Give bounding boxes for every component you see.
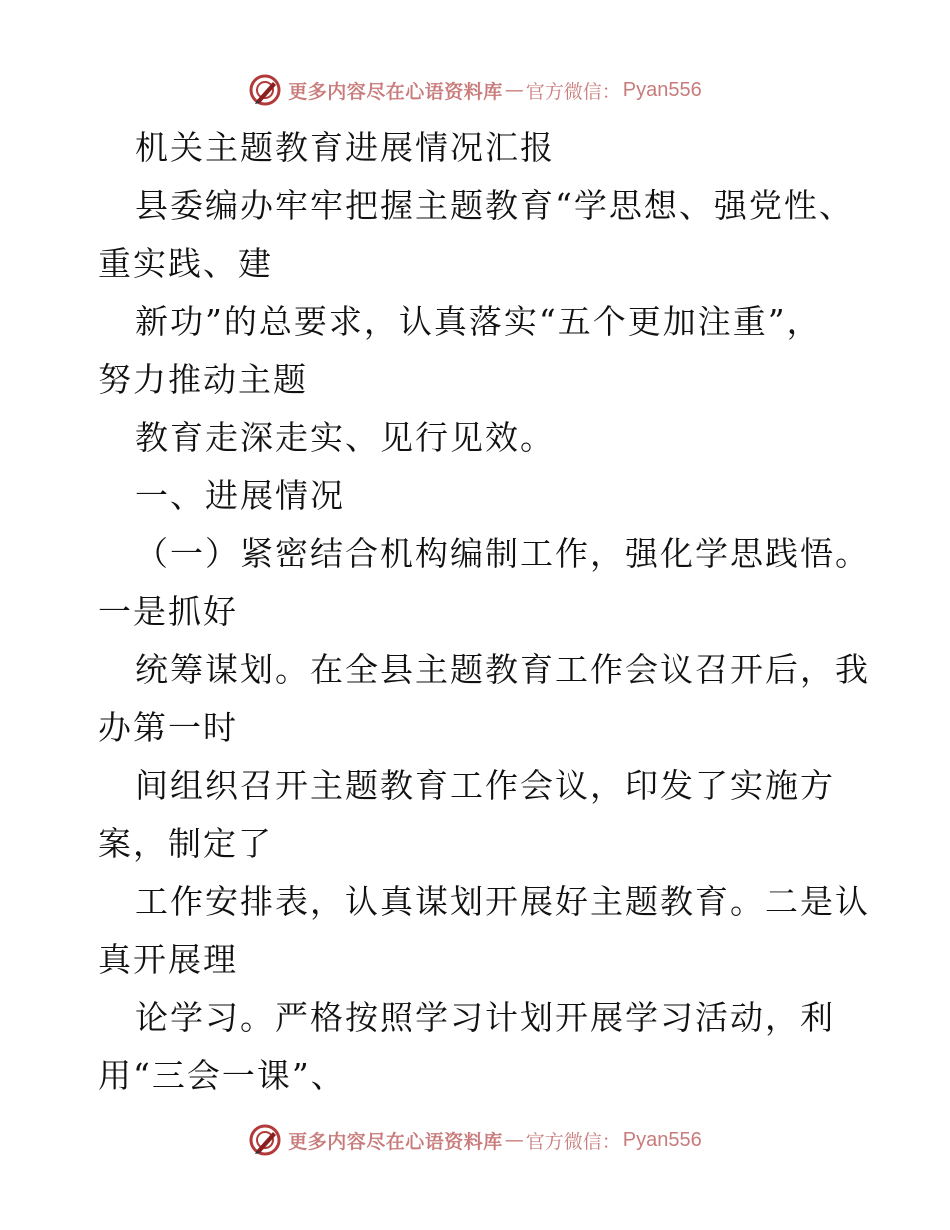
paragraph-line: 用“三会一课”、: [98, 1056, 346, 1095]
paragraph-line: 新功”的总要求，认真落实“五个更加注重”，: [135, 302, 822, 341]
paragraph-line: 案，制定了: [98, 824, 273, 863]
watermark-text: 更多内容尽在心语资料库: [288, 1130, 503, 1153]
watermark-wechat-label: 官方微信：: [525, 80, 621, 103]
paragraph-line: 间组织召开主题教育工作会议，印发了实施方: [135, 766, 835, 805]
pen-logo-icon: [248, 73, 282, 107]
watermark-separator: —: [504, 79, 524, 101]
watermark-wechat-id: Pyan556: [622, 1128, 702, 1151]
document-title: 机关主题教育进展情况汇报: [135, 128, 555, 167]
paragraph-line: 统筹谋划。在全县主题教育工作会议召开后，我: [135, 650, 870, 689]
watermark-footer: [0, 1120, 950, 1160]
watermark-wechat-label: 官方微信：: [525, 1130, 621, 1153]
paragraph-line: 真开展理: [98, 940, 238, 979]
subsection-heading: （一）紧密结合机构编制工作，强化学思践悟。: [135, 534, 870, 573]
paragraph-line: 努力推动主题: [98, 360, 308, 399]
paragraph-line: 办第一时: [98, 708, 238, 747]
pen-logo-icon: [248, 1123, 282, 1157]
paragraph-line: 县委编办牢牢把握主题教育“学思想、强党性、: [135, 186, 854, 225]
paragraph-line: 一是抓好: [98, 592, 238, 631]
paragraph-line: 工作安排表，认真谋划开展好主题教育。二是认: [135, 882, 870, 921]
watermark-separator: —: [504, 1129, 524, 1151]
watermark-wechat-id: Pyan556: [622, 78, 702, 101]
paragraph-line: 教育走深走实、见行见效。: [135, 418, 555, 457]
paragraph-line: 论学习。严格按照学习计划开展学习活动，利: [135, 998, 835, 1037]
paragraph-line: 重实践、建: [98, 244, 273, 283]
watermark-header: [0, 70, 950, 110]
section-heading: 一、进展情况: [135, 476, 345, 515]
watermark-text: 更多内容尽在心语资料库: [288, 80, 503, 103]
